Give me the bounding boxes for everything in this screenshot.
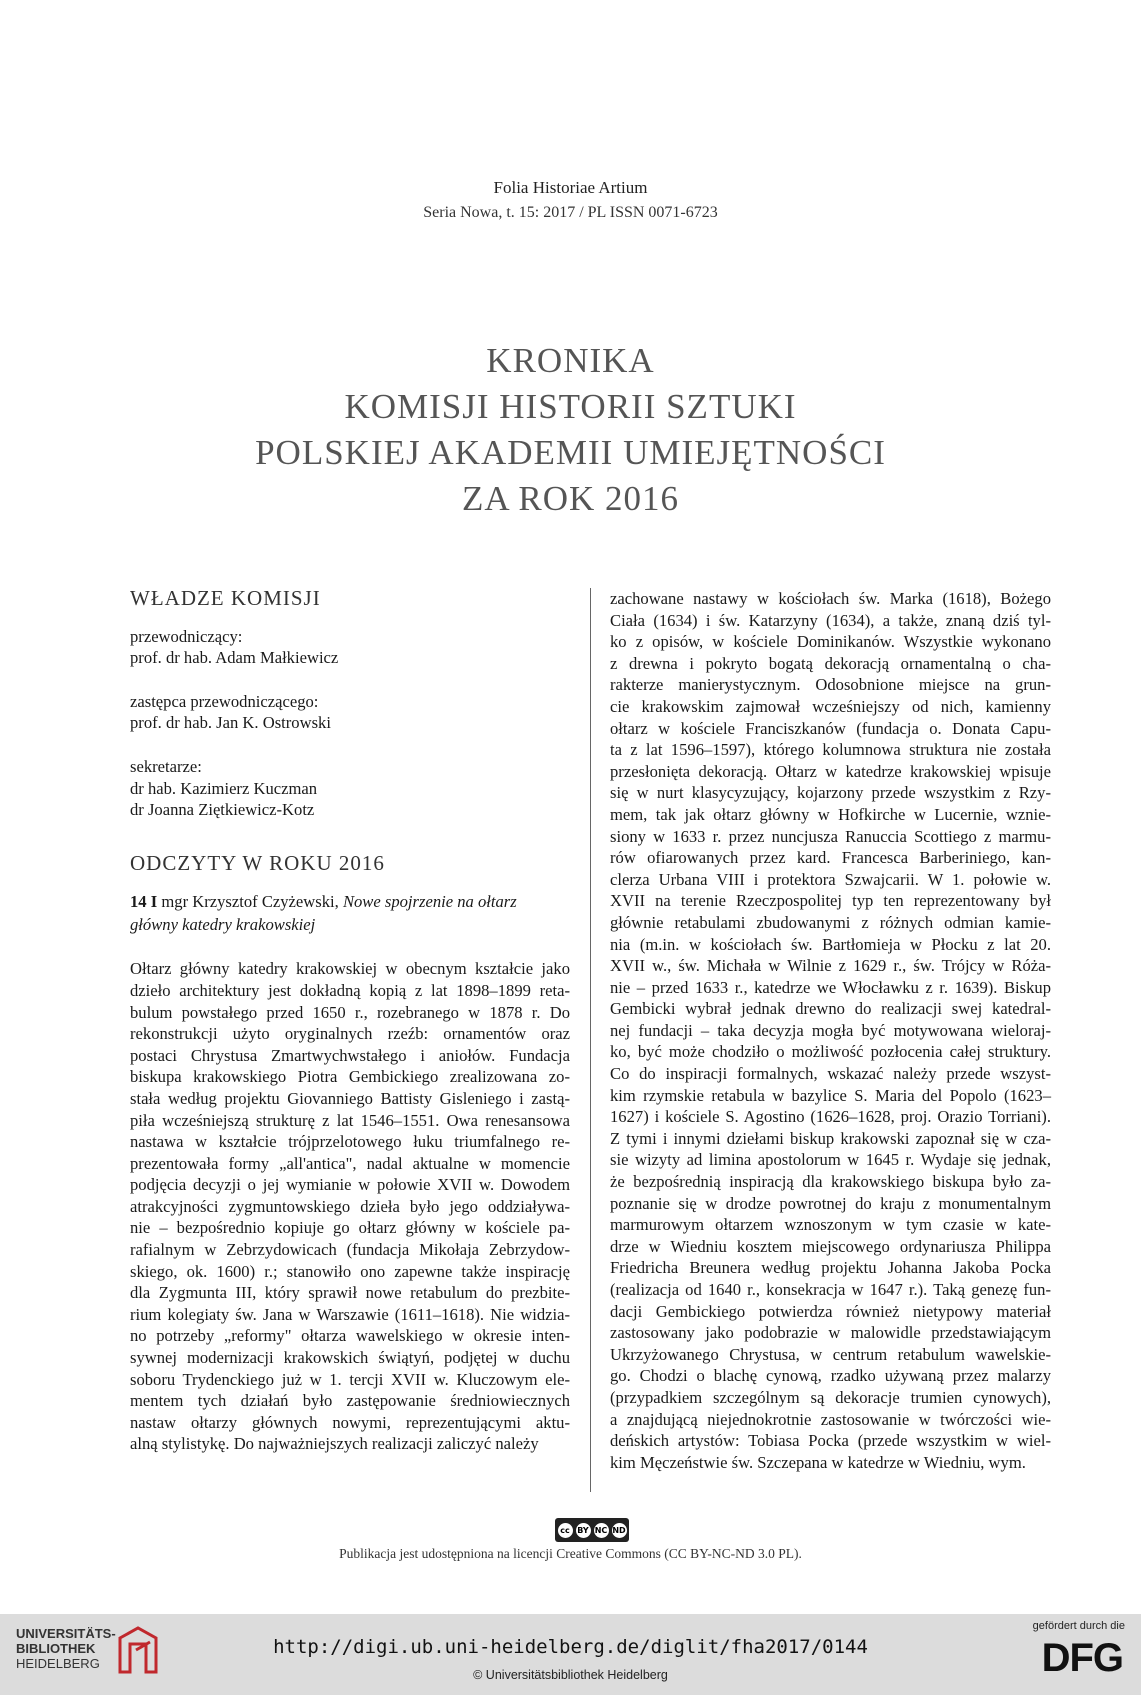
text-line: ta z lat 1596–1597), którego kolumnowa struktura nie została: [610, 740, 1051, 760]
cc-nc-icon: NC: [594, 1523, 609, 1538]
text-line: (realizacja od 1640 r., konsekracja w 1647 r.). Taką genezę fun-: [610, 1280, 1051, 1299]
library-name-line: HEIDELBERG: [16, 1656, 100, 1671]
text-line: nastawa w kształcie trójprzelotowego łuku triumfalnego re-: [130, 1132, 570, 1152]
text-line: sywnej modernizacji krakowskich świątyń, podjętej w duchu: [130, 1348, 570, 1368]
text-line: mentem tych działań było zastępowanie średniowiecznych: [130, 1391, 570, 1411]
lecture-entry: [130, 890, 570, 936]
title-line: KOMISJI HISTORII SZTUKI: [344, 387, 797, 426]
right-column: [610, 588, 1051, 1473]
text-line: rów ofiarowanych przez kard. Francesca Barberiniego, kan-: [610, 848, 1051, 868]
text-line: poznanie się w drodze powrotnej do kraju z monumentalnym: [610, 1193, 1051, 1213]
text-line: biskupa krakowskiego Piotra Gembickiego zrealizowana zo-: [130, 1067, 570, 1087]
text-line: (przypadkiem szczególnym są dekoracje trumien cynowych),: [610, 1387, 1051, 1407]
copyright-note: © Universitätsbibliothek Heidelberg: [473, 1668, 668, 1682]
text-line: Ciała (1634) i św. Katarzyny (1634), a także, znaną dziś tyl-: [610, 610, 1051, 630]
text-line: Z tymi i innymi dziełami biskup krakowski zapoznał się w cza-: [610, 1128, 1051, 1148]
text-line: stała według projektu Giovanniego Battisty Gisleniego i zastą-: [130, 1088, 570, 1108]
permalink[interactable]: http://digi.ub.uni-heidelberg.de/diglit/fha2017/0144: [273, 1636, 868, 1658]
text-line: kim rzymskie retabula w bazylice S. Maria del Popolo (1623–: [610, 1085, 1051, 1105]
library-name-line: UNIVERSITÄTS-: [16, 1626, 116, 1641]
creative-commons-badge: [555, 1518, 629, 1542]
left-column: [130, 588, 570, 1455]
text-line: go. Chodzi o blachę cynową, rzadko używaną przez malarzy: [610, 1366, 1051, 1386]
library-name-line: BIBLIOTHEK: [16, 1641, 96, 1656]
text-line: nej fundacji – taka decyzja mogła być motywowana wieloraj-: [610, 1020, 1051, 1040]
text-line: Co do inspiracji formalnych, wskazać należy przede wszyst-: [610, 1064, 1051, 1084]
journal-name: Folia Historiae Artium: [493, 178, 648, 197]
secretaries-block: [130, 756, 570, 821]
title-line: KRONIKA: [486, 341, 655, 380]
text-line: rafialnym w Zebrzydowicach (fundacja Mikołaja Zebrzydow-: [130, 1240, 570, 1260]
deputy-role: zastępca przewodniczącego:: [130, 691, 319, 711]
text-line: kim Męczeństwie św. Szczepana w katedrze w Wiedniu, wym.: [610, 1452, 1026, 1472]
text-line: Ołtarz główny katedry krakowskiej w obecnym kształcie jako: [130, 959, 570, 979]
lecture-speaker: mgr Krzysztof Czyżewski,: [161, 892, 339, 912]
page-title: [0, 338, 1141, 522]
text-line: cie krakowskim zajmował wcześniejszy od nich, kamienny: [610, 696, 1051, 716]
column-divider: [590, 588, 591, 1492]
text-line: rium kolegiaty św. Jana w Warszawie (1611–1618). Nie widzia-: [130, 1304, 570, 1324]
text-line: dla Zygmunta III, który sprawił nowe retabulum do prezbite-: [130, 1283, 570, 1303]
text-line: piła wcześniejszą strukturę z lat 1546–1551. Owa renesansowa: [130, 1110, 570, 1130]
text-line: no potrzeby „reformy" ołtarza wawelskiego w okresie inten-: [130, 1326, 570, 1346]
title-line: POLSKIEJ AKADEMII UMIEJĘTNOŚCI: [255, 433, 886, 472]
text-line: się w nurt klasycyzujący, kojarzony przede wszystkim z Rzy-: [610, 783, 1051, 803]
text-line: siony w 1633 r. przez nuncjusza Ranuccia Scottiego z marmu-: [610, 826, 1051, 846]
authorities-heading: WŁADZE KOMISJI: [130, 586, 321, 610]
text-line: deńskich artystów: Tobiasa Pocka (przede wszystkim w wiel-: [610, 1431, 1051, 1451]
lectures-heading: ODCZYTY W ROKU 2016: [130, 850, 385, 875]
cc-icon: cc: [558, 1523, 573, 1538]
secretaries-role: sekretarze:: [130, 756, 202, 776]
text-line: głównie retabulami zbudowanymi z różnych odmian kamie-: [610, 912, 1051, 932]
text-line: przesłonięta dekoracją. Ołtarz w katedrze krakowskiej wpisuje: [610, 761, 1051, 781]
dfg-logo[interactable]: DFG: [1041, 1636, 1123, 1680]
chair-role: przewodniczący:: [130, 626, 243, 646]
lecture-abstract: [130, 958, 570, 1455]
text-line: podjęcia decyzji o jej wymianie w połowie XVII w. Dowodem: [130, 1175, 570, 1195]
text-line: bulum powstałego przed 1650 r., rozebranego w 1878 r. Do: [130, 1002, 570, 1022]
deputy-name: prof. dr hab. Jan K. Ostrowski: [130, 713, 331, 733]
secretary-name: dr Joanna Ziętkiewicz-Kotz: [130, 800, 315, 820]
text-line: dacji Gembickiego potwierdza również nietypowy materiał: [610, 1301, 1051, 1321]
text-line: drze w Wiedniu kosztem miejscowego ordynariusza Philippa: [610, 1236, 1051, 1256]
text-line: XVII w., św. Michała w Wilnie z 1629 r., św. Trójcy w Róża-: [610, 956, 1051, 976]
text-line: z drewna i pokryto bogatą dekoracją ornamentalną o cha-: [610, 653, 1051, 673]
text-line: ko z opisów, w kościele Dominikanów. Wszystkie wykonano: [610, 632, 1051, 652]
chair-block: [130, 626, 570, 669]
cc-nd-icon: ND: [612, 1523, 627, 1538]
text-line: sie wizyty ad limina apostolorum w 1645 r. Wydaje się jednak,: [610, 1150, 1051, 1170]
text-line: a znajdującą niejednokrotnie zastosowanie w twórczości wie-: [610, 1409, 1051, 1429]
text-line: 1627) i kościele S. Agostino (1626–1628, proj. Orazio Torriani).: [610, 1107, 1051, 1127]
cc-by-icon: BY: [576, 1523, 591, 1538]
text-line: skiego, ok. 1600) r.; stanowiło ono zapewne także inspirację: [130, 1261, 570, 1281]
text-line: nia (m.in. w kościołach św. Bartłomieja w Płocku z lat 20.: [610, 934, 1051, 954]
text-line: zachowane nastawy w kościołach św. Marka (1618), Bożego: [610, 589, 1051, 608]
deputy-block: [130, 691, 570, 734]
journal-series: Seria Nowa, t. 15: 2017 / PL ISSN 0071-6723: [423, 204, 718, 221]
text-line: że bezpośrednią inspiracją dla krakowskiego biskupa było za-: [610, 1172, 1051, 1192]
footer-bar: [0, 1614, 1141, 1695]
text-line: soboru Trydenckiego już w 1. tercji XVII w. Kluczowym ele-: [130, 1369, 570, 1389]
text-line: prezentowała formy „all'antica", nadal aktualne w momencie: [130, 1153, 570, 1173]
text-line: rekonstrukcji użyto oryginalnych rzeźb: ornamentów oraz: [130, 1024, 570, 1044]
secretary-name: dr hab. Kazimierz Kuczman: [130, 778, 318, 798]
text-line: clerza Urbana VIII i protektora Szwajcarii. W 1. połowie w.: [610, 869, 1051, 889]
lecture-title-cont: główny katedry krakowskiej: [130, 915, 316, 935]
text-line: ołtarz w kościele Franciszkanów (fundacja o. Donata Capu-: [610, 718, 1051, 738]
text-line: marmurowym ołtarzem wznoszonym w tym czasie w kate-: [610, 1215, 1051, 1235]
text-line: nie – przed 1633 r., katedrze we Włocławku z r. 1639). Biskup: [610, 977, 1051, 997]
text-line: rakterze manierystycznym. Odosobnione miejsce na grun-: [610, 675, 1051, 695]
text-line: mem, tak jak ołtarz główny w Hofkirche w Lucernie, wznie-: [610, 804, 1051, 824]
chair-name: prof. dr hab. Adam Małkiewicz: [130, 648, 339, 668]
text-line: postaci Chrystusa Zmartwychwstałego i aniołów. Fundacja: [130, 1045, 570, 1065]
text-line: alną stylistykę. Do najważniejszych realizacji zaliczyć należy: [130, 1434, 539, 1454]
text-line: Gembicki wybrał jednak drewno do realizacji swej katedral-: [610, 999, 1051, 1019]
text-line: Friedricha Breunera według projektu Johanna Jakoba Pocka: [610, 1258, 1051, 1278]
license-note: Publikacja jest udostępniona na licencji Creative Commons (CC BY-NC-ND 3.0 PL).: [339, 1546, 802, 1561]
lecture-title: Nowe spojrzenie na ołtarz: [342, 892, 517, 912]
text-line: dzieło architektury jest dokładną kopią z lat 1898–1899 reta-: [130, 980, 570, 1000]
text-line: nie – bezpośrednio kopiuje go ołtarz główny w kościele pa-: [130, 1218, 570, 1238]
title-line: ZA ROK 2016: [461, 479, 680, 518]
text-line: atrakcyjności zygmuntowskiego dzieła było jego oddziaływa-: [130, 1196, 570, 1216]
text-line: zastosowany jako podobrazie w malowidle przedstawiającym: [610, 1323, 1051, 1343]
text-line: ko, być może chodziło o możliwość pozłocenia całej struktury.: [610, 1042, 1051, 1062]
text-line: Ukrzyżowanego Chrystusa, w centrum retabulum wawelskie-: [610, 1344, 1051, 1364]
text-line: XVII na terenie Rzeczpospolitej typ ten reprezentowany był: [610, 891, 1051, 911]
text-line: nastaw ołtarzy głównych nowymi, reprezentującymi aktu-: [130, 1412, 570, 1432]
lecture-date: 14 I: [130, 892, 158, 912]
funding-note: gefördert durch die: [1032, 1620, 1125, 1632]
